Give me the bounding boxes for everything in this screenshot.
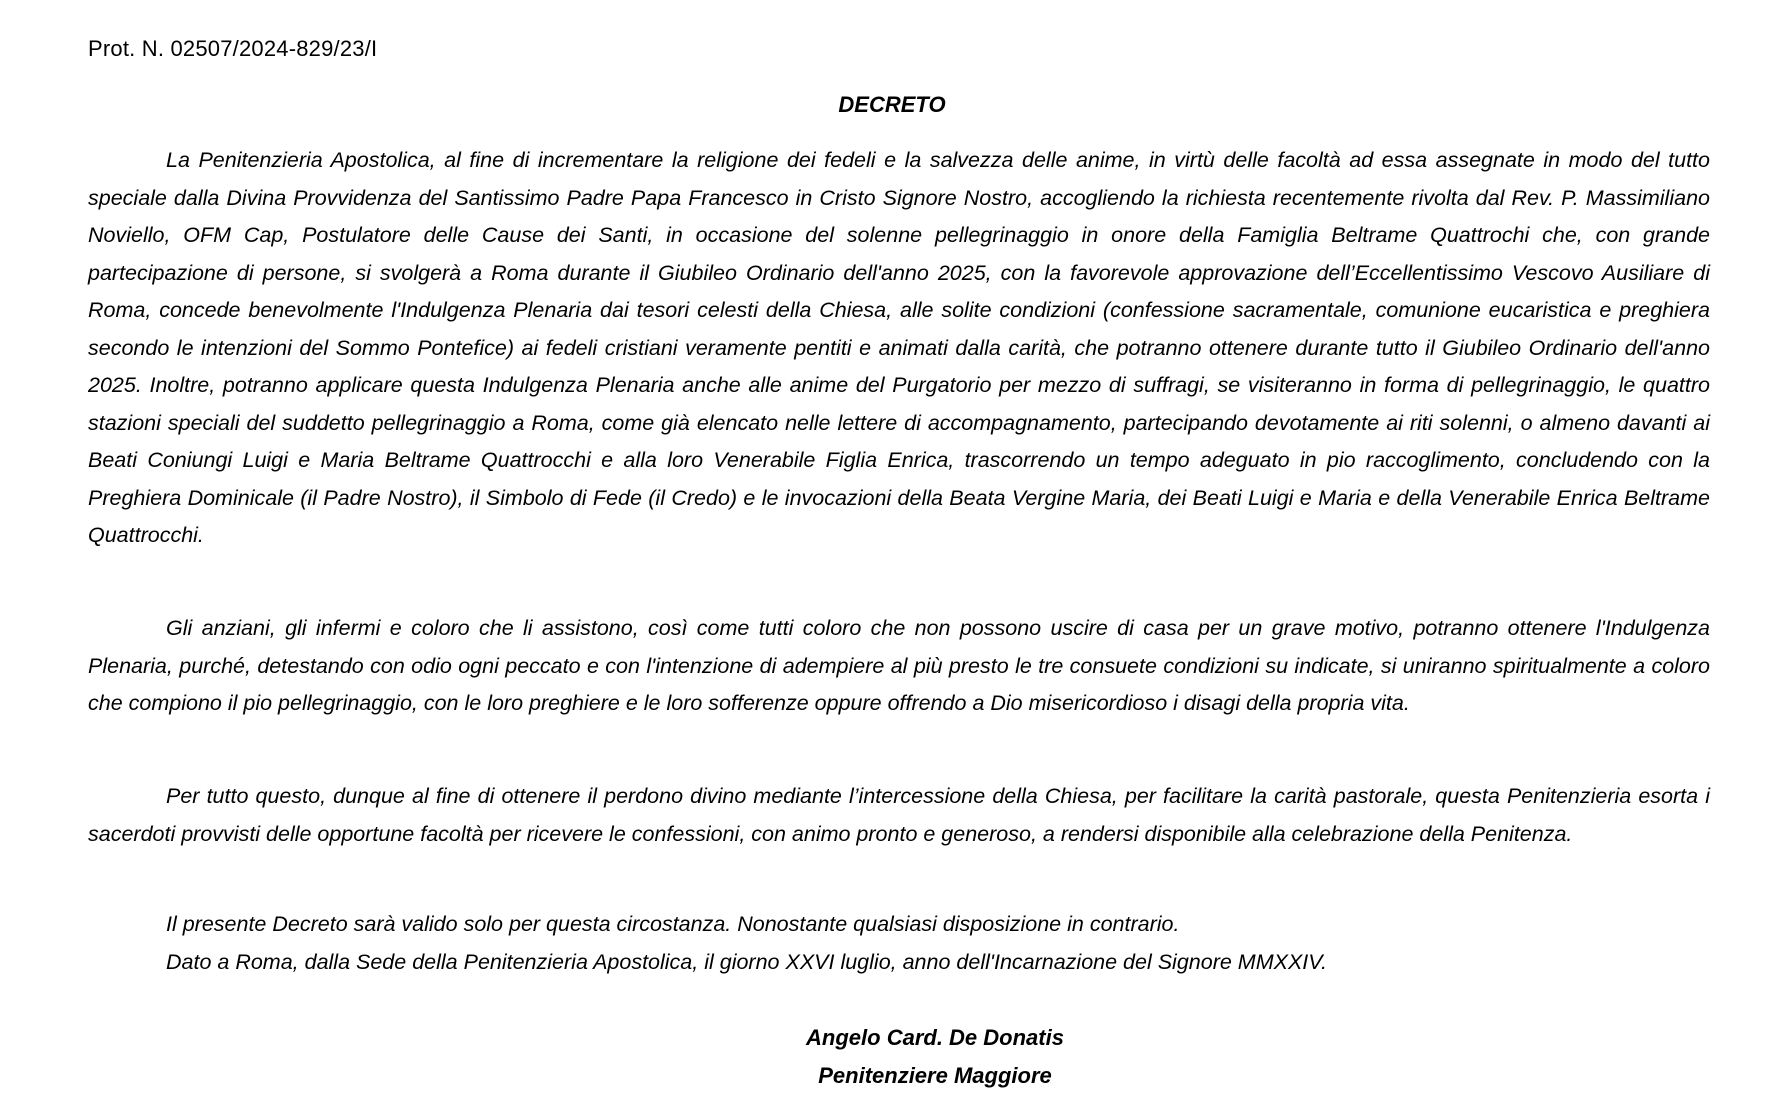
paragraph-indulgence-grant: La Penitenzieria Apostolica, al fine di incrementare la religione dei fedeli e la salvezza delle anime, in virtù delle facoltà ad essa assegnate in modo del tutto speciale dalla Divina Provvidenza del Santissimo Padre Papa Francesco in Cristo Signore Nostro, accogliendo la richiesta recentemente rivolta dal Rev. P. Massimiliano Noviello, OFM Cap, Postulatore delle Cause dei Santi, in occasione del solenne pellegrinaggio in onore della Famiglia Beltrame Quattrochi che, con grande partecipazione di persone, si svolgerà a Roma durante il Giubileo Ordinario dell'anno 2025, con la favorevole approvazione dell’Eccellentissimo Vescovo Ausiliare di Roma, concede benevolmente l'Indulgenza Plenaria dai tesori celesti della Chiesa, alle solite condizioni (confessione sacramentale, comunione eucaristica e preghiera secondo le intenzioni del Sommo Pontefice) ai fedeli cristiani veramente pentiti e animati dalla carità, che potranno ottenere durante tutto il Giubileo Ordinario dell'anno 2025. Inoltre, potranno applicare questa Indulgenza Plenaria anche alle anime del Purgatorio per mezzo di suffragi, se visiteranno in forma di pellegrinaggio, le quattro stazioni speciali del suddetto pellegrinaggio a Roma, come già elencato nelle lettere di accompagnamento, partecipando devotamente ai riti solenni, o almeno davanti ai Beati Coniungi Luigi e Maria Beltrame Quattrocchi e alla loro Venerabile Figlia Enrica, trascorrendo un tempo adeguato in pio raccoglimento, concludendo con la Preghiera Dominicale (il Padre Nostro), il Simbolo di Fede (il Credo) e le invocazioni della Beata Vergine Maria, dei Beati Luigi e Maria e della Venerabile Enrica Beltrame Quattrocchi. bbox=[88, 148, 1710, 547]
paragraph-confessors: Per tutto questo, dunque al fine di ottenere il perdono divino mediante l’intercessione della Chiesa, per facilitare la carità pastorale, questa Penitenzieria esorta i sacerdoti provvisti delle opportune facoltà per ricevere le confessioni, con animo pronto e generoso, a rendersi disponibile alla celebrazione della Penitenza. bbox=[88, 784, 1710, 846]
document-title: DECRETO bbox=[838, 92, 946, 117]
closing-validity: Il presente Decreto sarà valido solo per questa circostanza. Nonostante qualsiasi disposizione in contrario. bbox=[166, 912, 1180, 936]
signatory-role: Penitenziere Maggiore bbox=[818, 1063, 1052, 1088]
protocol-number: Prot. N. 02507/2024-829/23/I bbox=[88, 36, 378, 61]
closing-date: Dato a Roma, dalla Sede della Penitenzieria Apostolica, il giorno XXVI luglio, anno dell'Incarnazione del Signore MMXXIV. bbox=[166, 950, 1327, 974]
signatory-name: Angelo Card. De Donatis bbox=[806, 1025, 1064, 1050]
paragraph-elderly-infirm: Gli anziani, gli infermi e coloro che li assistono, così come tutti coloro che non possono uscire di casa per un grave motivo, potranno ottenere l'Indulgenza Plenaria, purché, detestando con odio ogni peccato e con l'intenzione di adempiere al più presto le tre consuete condizioni su indicate, si uniranno spiritualmente a coloro che compiono il pio pellegrinaggio, con le loro preghiere e le loro sofferenze oppure offrendo a Dio misericordioso i disagi della propria vita. bbox=[88, 616, 1710, 715]
